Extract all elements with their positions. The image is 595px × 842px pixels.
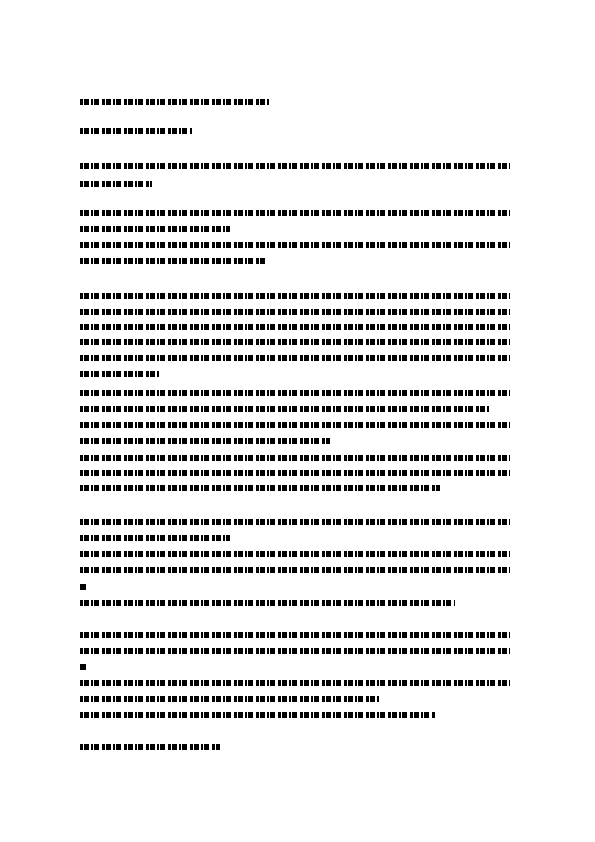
text-line — [80, 744, 220, 750]
text-line — [80, 470, 510, 476]
text-line — [80, 258, 265, 264]
text-line — [80, 600, 455, 606]
text-line — [80, 181, 152, 187]
text-line — [80, 680, 510, 686]
text-line — [80, 339, 510, 345]
text-line — [80, 519, 510, 525]
text-line — [80, 438, 330, 444]
text-fragment — [80, 664, 86, 670]
text-line — [80, 210, 510, 216]
text-line — [80, 355, 510, 361]
text-fragment — [80, 584, 86, 590]
text-line — [80, 163, 510, 169]
text-line — [80, 696, 380, 702]
text-line — [80, 406, 490, 412]
text-line — [80, 632, 510, 638]
text-line — [80, 551, 510, 557]
text-line — [80, 390, 510, 396]
text-line — [80, 455, 510, 461]
text-line — [80, 242, 510, 248]
text-line — [80, 422, 510, 428]
text-line — [80, 712, 435, 718]
text-line — [80, 226, 230, 232]
text-line — [80, 324, 510, 330]
text-line — [80, 567, 510, 573]
text-line — [80, 648, 510, 654]
text-line — [80, 535, 230, 541]
text-line — [80, 309, 510, 315]
document-heading — [80, 99, 270, 105]
text-line — [80, 485, 440, 491]
text-line — [80, 293, 510, 299]
document-subheading — [80, 128, 192, 134]
text-line — [80, 371, 160, 377]
